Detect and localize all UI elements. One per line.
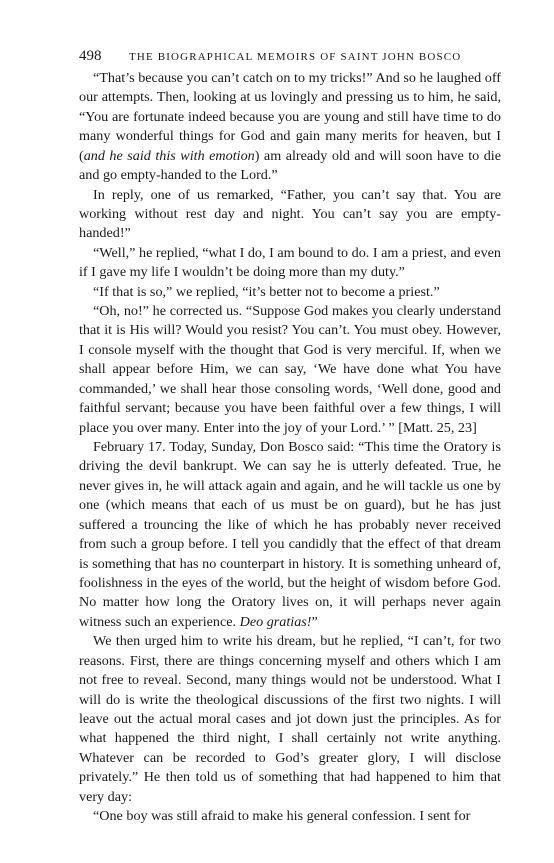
- paragraph: “One boy was still afraid to make his general confession. I sent for: [93, 808, 471, 825]
- body-text: [79, 69, 501, 826]
- paragraph: We then urged him to write his dream, but he replied, “I can’t, for two reasons. First, there are things concerning myself and others which I am not free to reveal. Second, many things would not be understood. What I will do is write the theological discussions of the first two nights. I will leave out the actual moral cases and jot down just the principles. As for what happened the third night, I shall certainly not write anything. Whatever can be recorded to God’s greater glory, I will disclose privately.” He then told us of something that had happened to him that very day:: [79, 633, 501, 805]
- paragraph: “If that is so,” we replied, “it’s better not to become a priest.”: [93, 283, 440, 300]
- paragraph: “That’s because you can’t catch on to my tricks!” And so he laughed off our attempts. Then, looking at us lovingly and pressing us to him, he said, “You are fortunate indeed because you are young and still have time to do many wonderful things for God and gain many merits for heaven, but I (and he said this with emotion) am already old and will soon have to die and go empty-handed to the Lord.”: [79, 70, 502, 184]
- paragraph: February 17. Today, Sunday, Don Bosco said: “This time the Oratory is driving the devil bankrupt. We can say he is utterly defeated. True, he never gives in, he will attack again and again, and he will tackle us one by one (which means that each of us must be on guard), but he has just suffered a trouncing the like of which he has probably never received from such a group before. I tell you candidly that the effect of that dream is something that has no counterpart in history. It is something unheard of, foolishness in the eyes of the world, but the height of wisdom before God. No matter how long the Oratory lives on, it will perhaps never again witness such an experience. Deo gratias!”: [79, 439, 501, 630]
- paragraph: In reply, one of us remarked, “Father, you can’t say that. You are working without rest day and night. You can’t say you are empty-handed!”: [79, 186, 501, 242]
- book-page: [79, 46, 501, 826]
- running-title: THE BIOGRAPHICAL MEMOIRS OF SAINT JOHN BOSCO: [129, 51, 462, 63]
- running-head: [79, 46, 501, 67]
- paragraph: “Well,” he replied, “what I do, I am bound to do. I am a priest, and even if I gave my life I wouldn’t be doing more than my duty.”: [79, 244, 501, 281]
- paragraph: “Oh, no!” he corrected us. “Suppose God makes you clearly understand that it is His will? Would you resist? You can’t. You must obey. However, I console myself with the thought that God is very merciful. If, when we shall appear before Him, we can say, ‘We have done what You have commanded,’ we shall hear those consoling words, ‘Well done, good and faithful servant; because you have been faithful over a few things, I will place you over many. Enter into the joy of your Lord.’ ” [Matt. 25, 23]: [79, 303, 501, 436]
- italic-aside: and he said this with emotion: [83, 147, 255, 164]
- italic-latin: Deo gratias!: [239, 613, 312, 630]
- page-number: 498: [79, 48, 102, 64]
